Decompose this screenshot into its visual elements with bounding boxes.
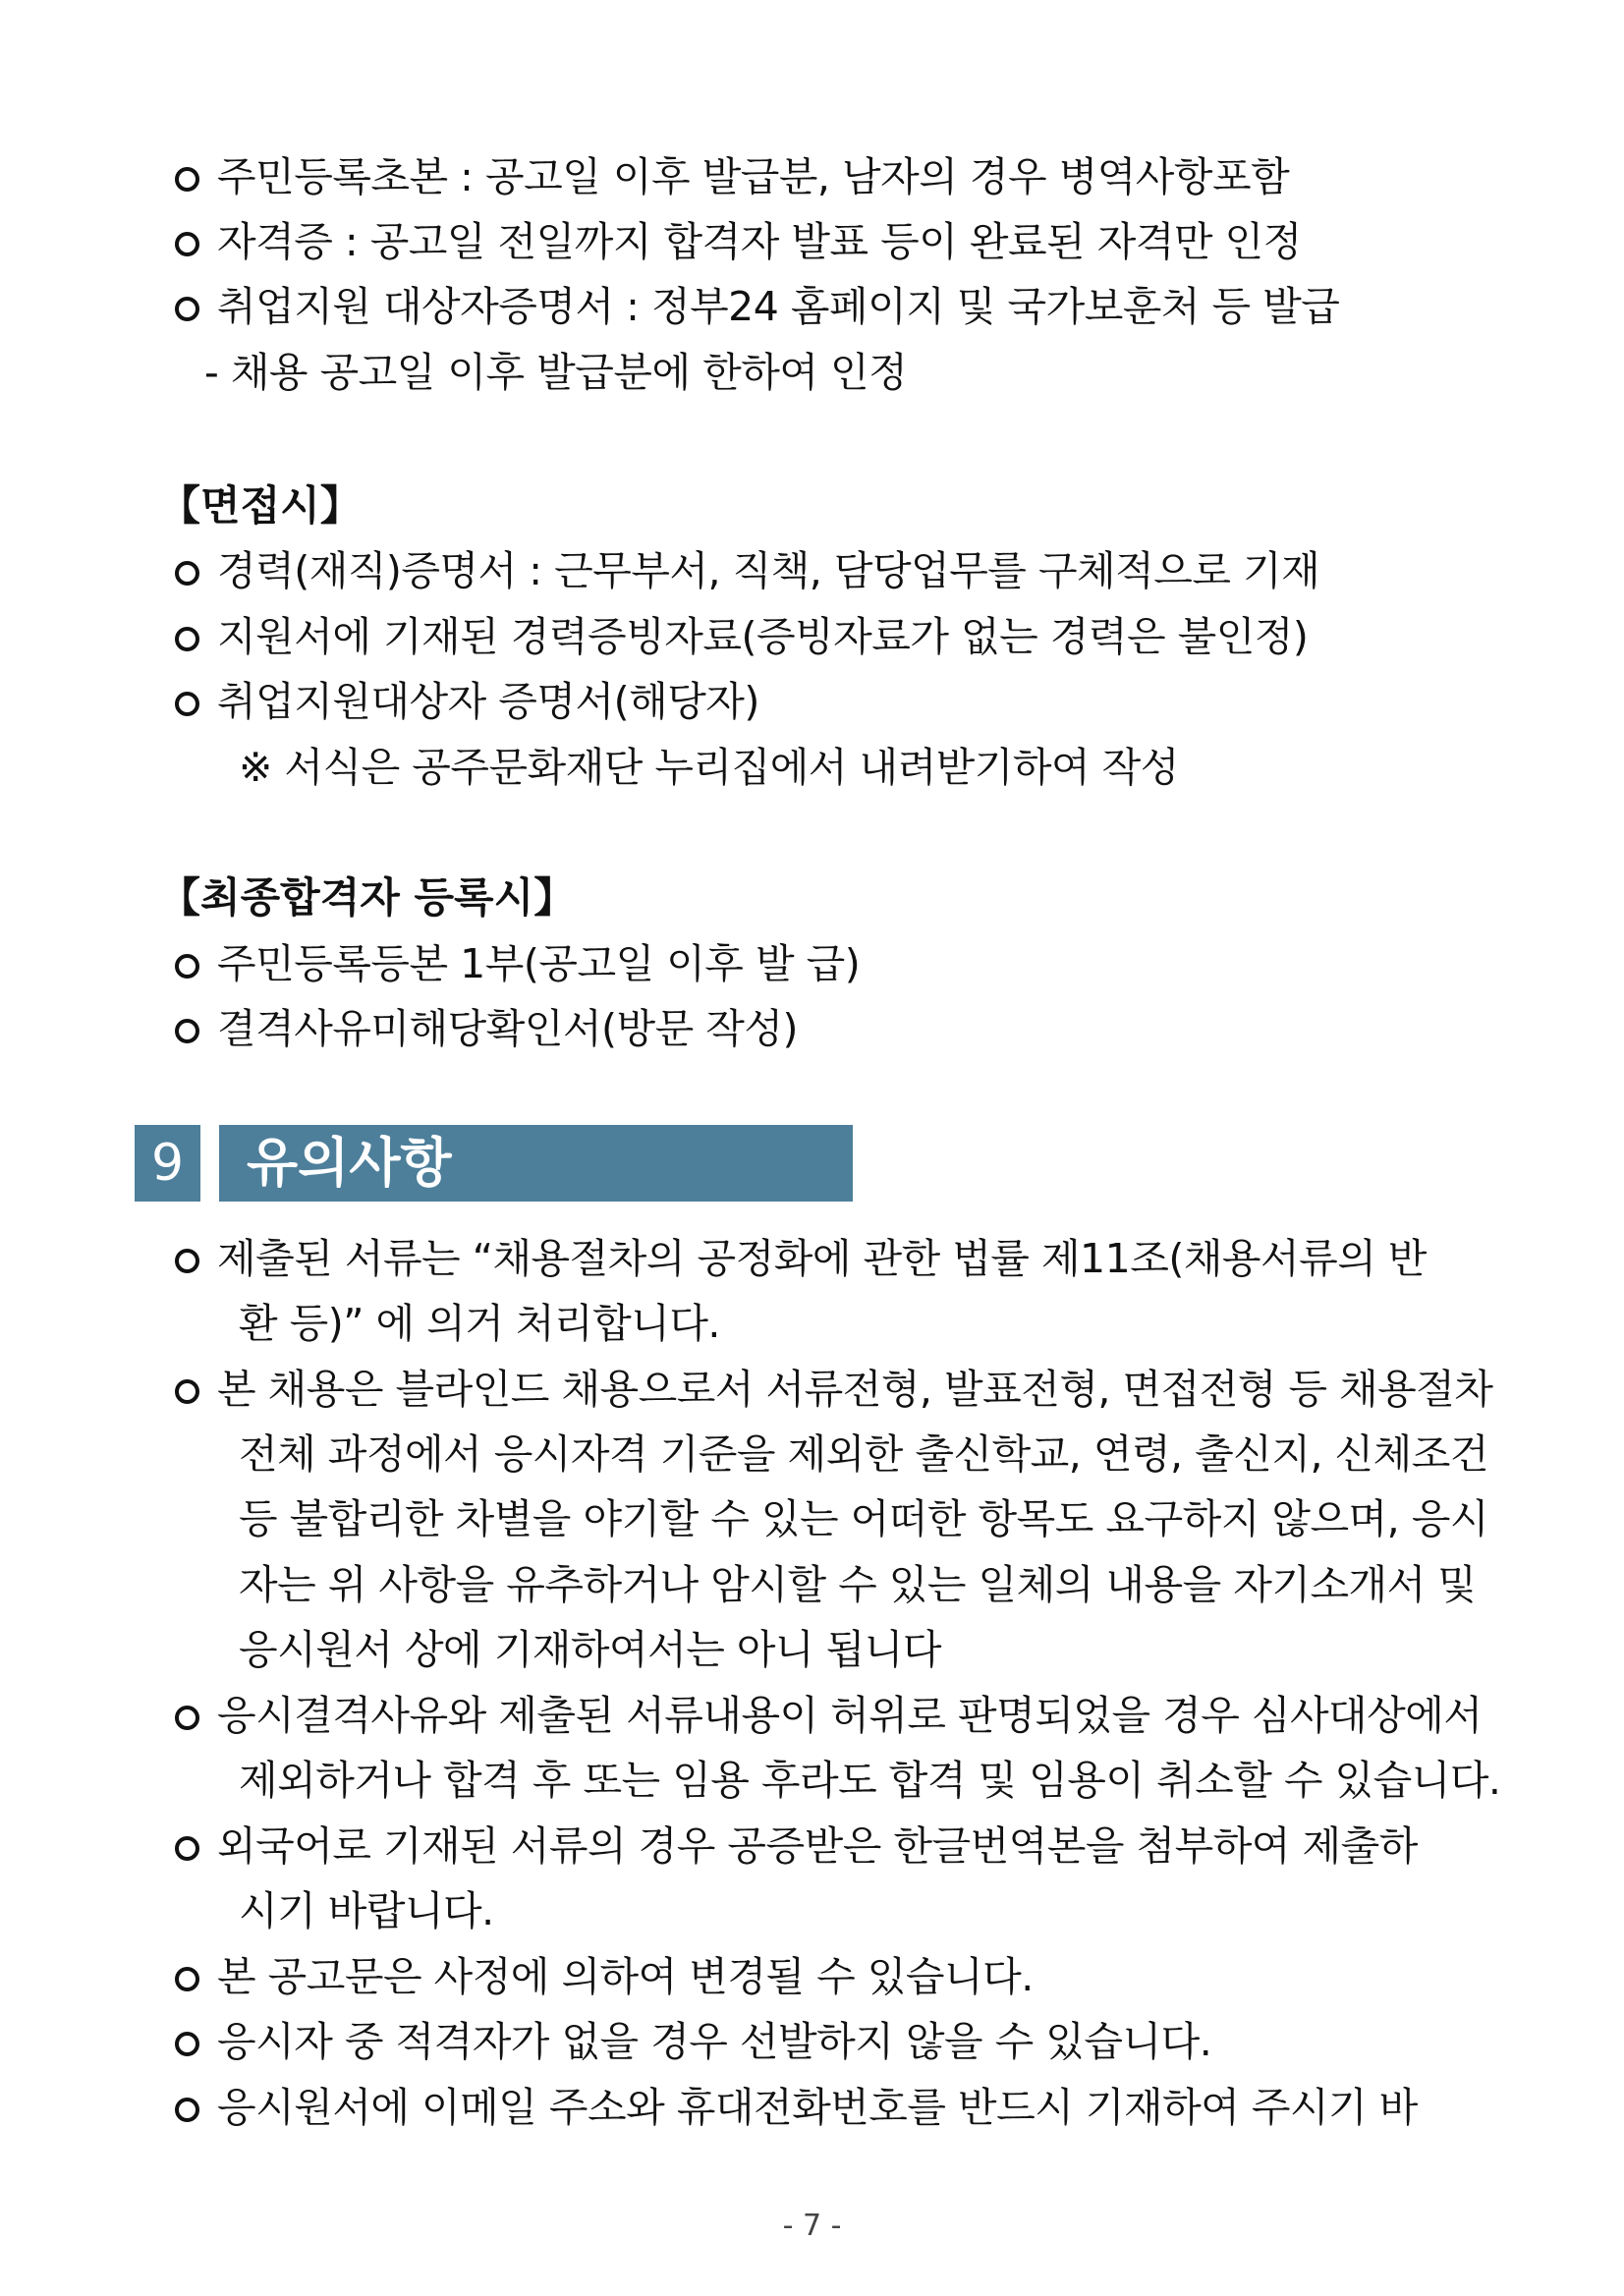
circle-bullet-icon <box>175 1836 199 1861</box>
circle-bullet-icon <box>175 297 199 321</box>
interview-heading: 【면접시】 <box>159 481 362 530</box>
list-item: 지원서에 기재된 경력증빙자료(증빙자료가 없는 경력은 불인정) <box>175 604 1308 669</box>
circle-bullet-icon <box>175 954 199 979</box>
list-item: 경력(재직)증명서 : 근무부서, 직책, 담당업무를 구체적으로 기재 <box>175 538 1319 603</box>
list-item-continuation: 시기 바랍니다. <box>239 1887 494 1934</box>
final-heading: 【최종합격자 등록시】 <box>159 873 576 922</box>
list-item: 취업지원대상자 증명서(해당자) <box>175 669 759 734</box>
list-item-continuation: 환 등)” 에 의거 처리합니다. <box>239 1300 720 1347</box>
list-item: 본 채용은 블라인드 채용으로서 서류전형, 발표전형, 면접전형 등 채용절차 <box>175 1357 1493 1422</box>
list-item: 응시결격사유와 제출된 서류내용이 허위로 판명되었을 경우 심사대상에서 <box>175 1683 1482 1748</box>
list-item: 응시자 중 적격자가 없을 경우 선발하지 않을 수 있습니다. <box>175 2009 1211 2074</box>
list-item: 자격증 : 공고일 전일까지 합격자 발표 등이 완료된 자격만 인정 <box>175 209 1302 274</box>
circle-bullet-icon <box>175 232 199 256</box>
reference-note: ※ 서식은 공주문화재단 누리집에서 내려받기하여 작성 <box>239 744 1179 791</box>
list-item: 결격사유미해당확인서(방문 작성) <box>175 996 798 1061</box>
section-number: 9 <box>135 1125 200 1202</box>
circle-bullet-icon <box>175 627 199 651</box>
list-item-continuation: 등 불합리한 차별을 야기할 수 있는 어떠한 항목도 요구하지 않으며, 응시 <box>239 1495 1488 1542</box>
list-item: 취업지원 대상자증명서 : 정부24 홈페이지 및 국가보훈처 등 발급 <box>175 274 1339 339</box>
list-item: 제출된 서류는 “채용절차의 공정화에 관한 법률 제11조(채용서류의 반 <box>175 1226 1427 1291</box>
list-item-continuation: 자는 위 사항을 유추하거나 암시할 수 있는 일체의 내용을 자기소개서 및 <box>239 1561 1477 1608</box>
list-item-continuation: 응시원서 상에 기재하여서는 아니 됩니다 <box>239 1626 941 1673</box>
circle-bullet-icon <box>175 692 199 716</box>
circle-bullet-icon <box>175 1967 199 1991</box>
list-item-continuation: 전체 과정에서 응시자격 기준을 제외한 출신학교, 연령, 출신지, 신체조건 <box>239 1430 1488 1478</box>
list-item: 주민등록초본 : 공고일 이후 발급분, 남자의 경우 병역사항포함 <box>175 144 1289 209</box>
circle-bullet-icon <box>175 1706 199 1730</box>
list-item: 외국어로 기재된 서류의 경우 공증받은 한글번역본을 첨부하여 제출하 <box>175 1814 1418 1878</box>
list-item: 본 공고문은 사정에 의하여 변경될 수 있습니다. <box>175 1944 1034 2009</box>
circle-bullet-icon <box>175 167 199 192</box>
section-title: 유의사항 <box>219 1125 853 1202</box>
circle-bullet-icon <box>175 1379 199 1404</box>
circle-bullet-icon <box>175 1249 199 1273</box>
circle-bullet-icon <box>175 561 199 586</box>
page-number: - 7 - <box>782 2209 842 2243</box>
list-item: 응시원서에 이메일 주소와 휴대전화번호를 반드시 기재하여 주시기 바 <box>175 2075 1418 2140</box>
circle-bullet-icon <box>175 1019 199 1043</box>
list-item-continuation: 제외하거나 합격 후 또는 임용 후라도 합격 및 임용이 취소할 수 있습니다. <box>239 1757 1501 1804</box>
circle-bullet-icon <box>175 2098 199 2122</box>
circle-bullet-icon <box>175 2032 199 2056</box>
sub-item: - 채용 공고일 이후 발급분에 한하여 인정 <box>204 349 908 396</box>
list-item: 주민등록등본 1부(공고일 이후 발 급) <box>175 931 860 996</box>
